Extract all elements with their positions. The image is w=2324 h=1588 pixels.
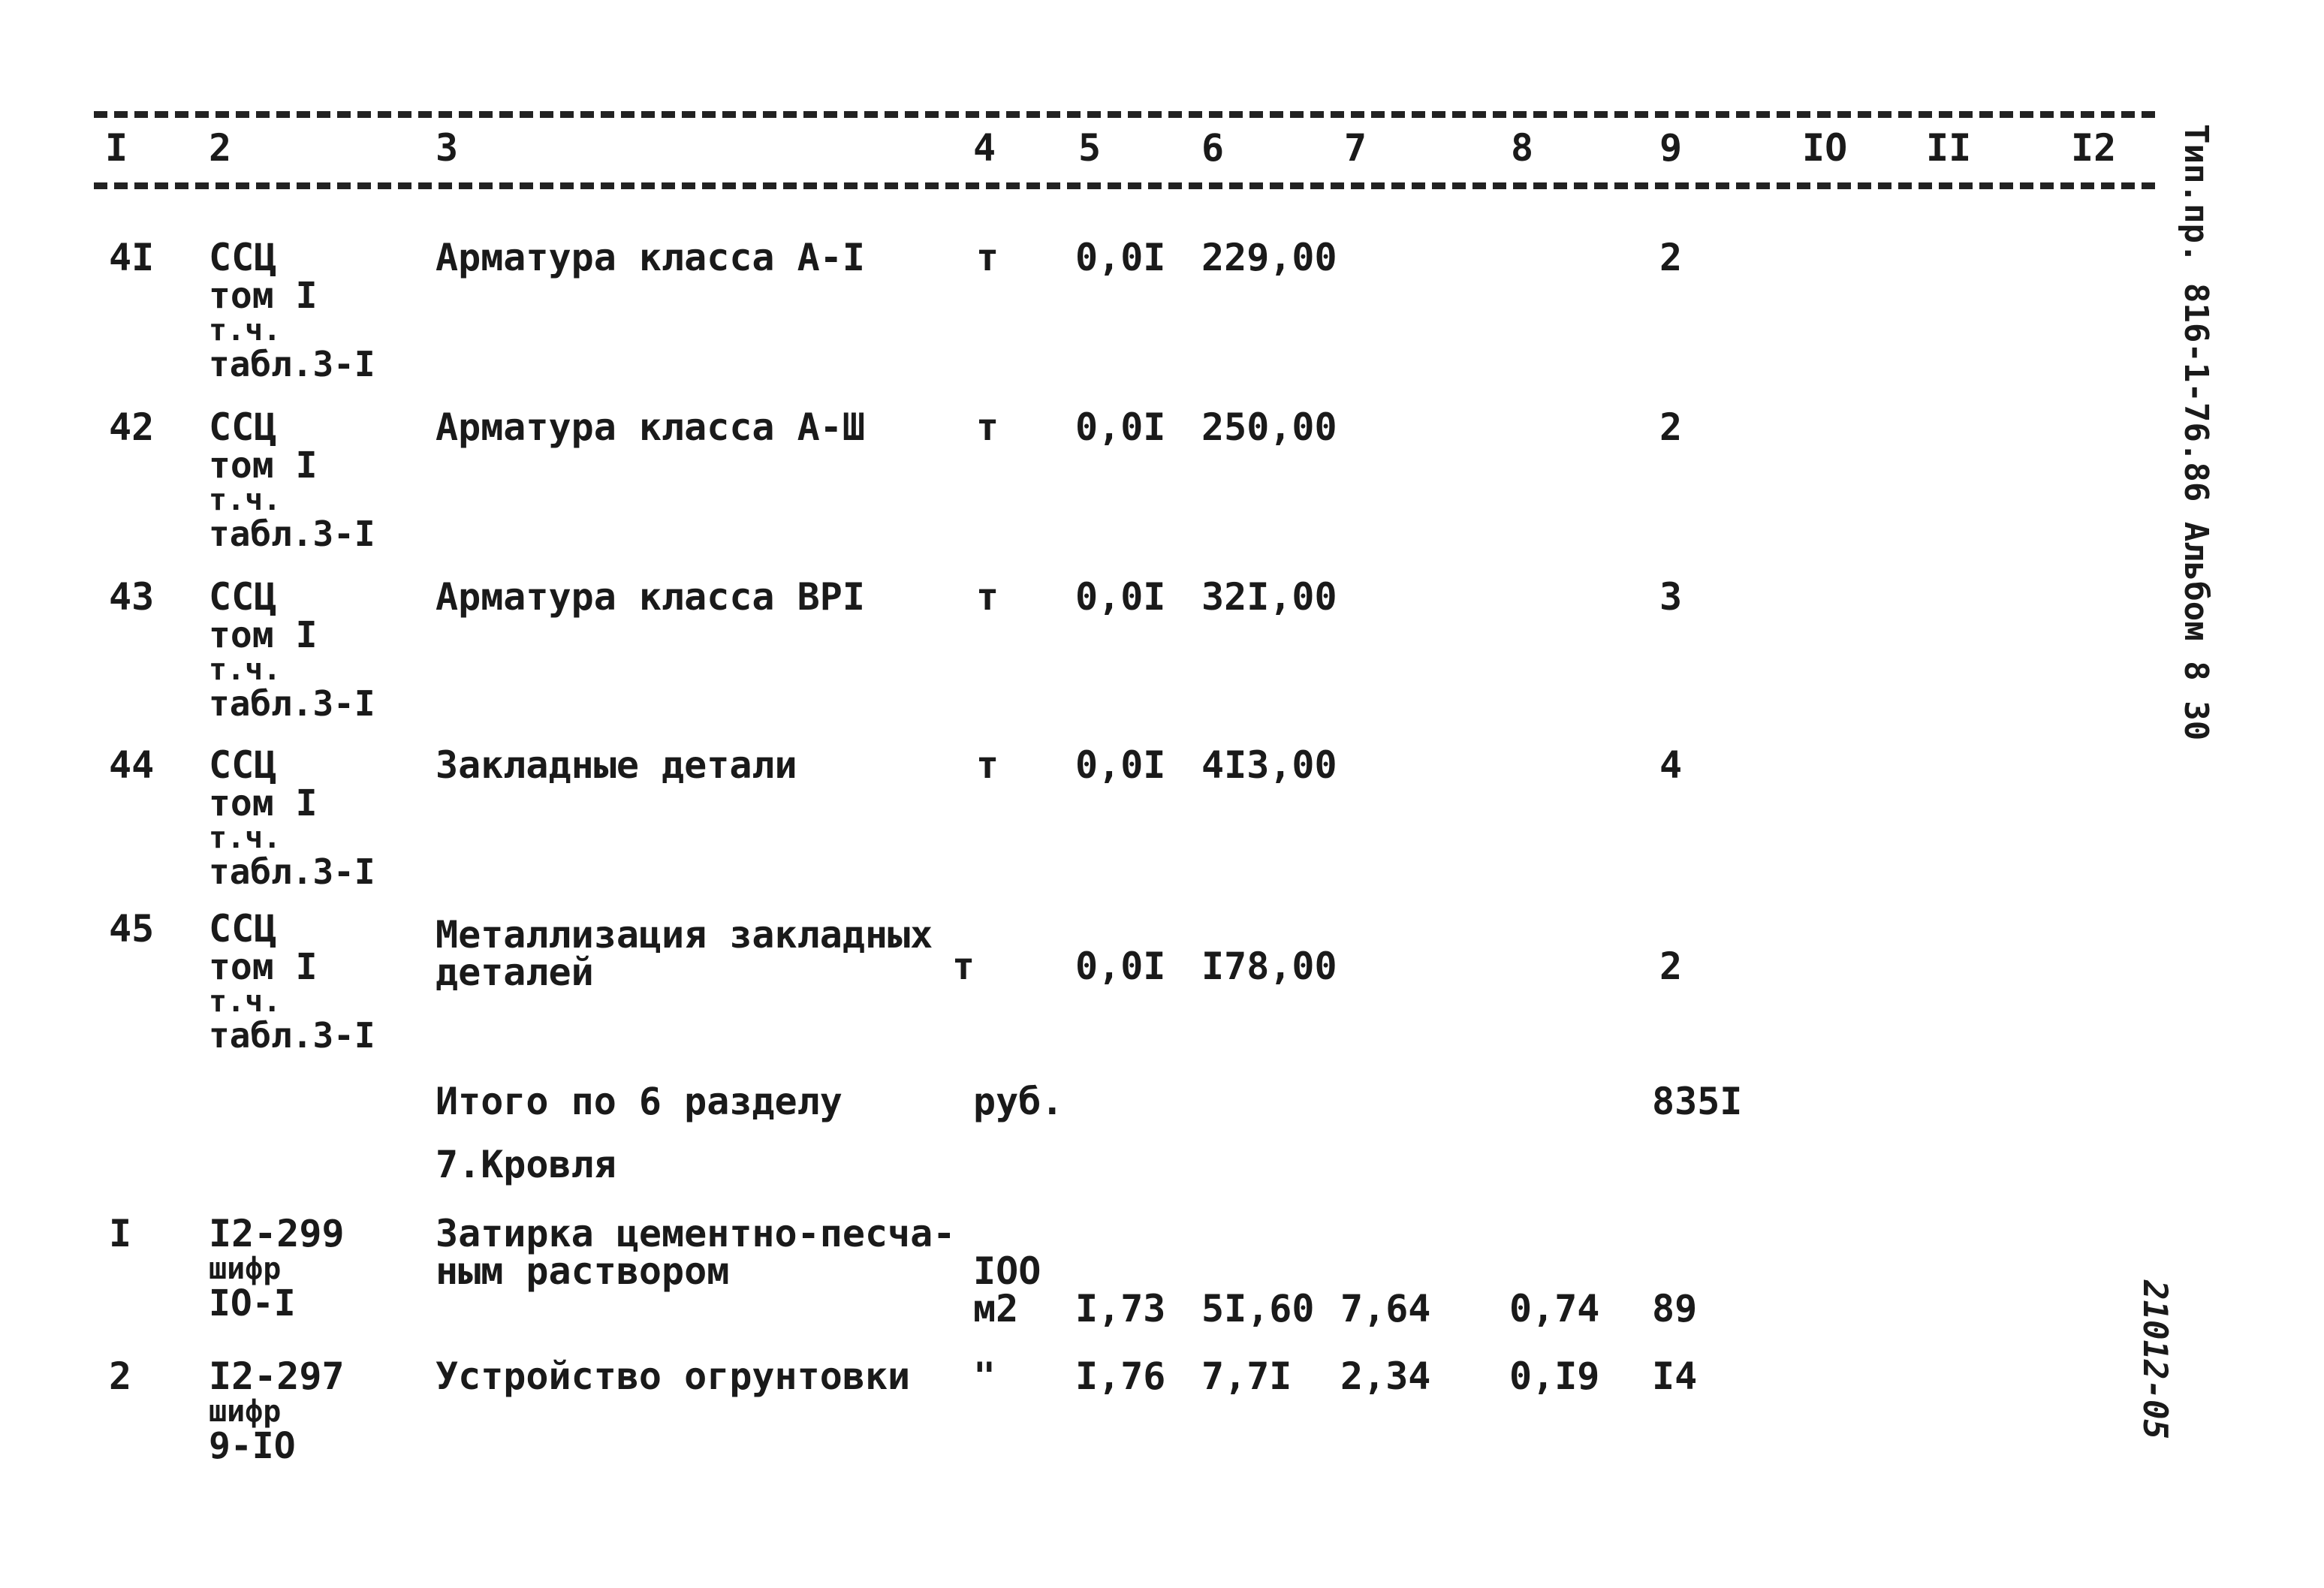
item-name: Закладные детали	[436, 743, 797, 787]
col-header-1: I	[105, 126, 128, 170]
project-stamp: Тип.пр. 816-1-76.86 Альбом 8 30	[2177, 124, 2215, 741]
labour-cost: 2,34	[1340, 1354, 1431, 1398]
unit-price: 5I,60	[1201, 1287, 1315, 1330]
header-top-rule	[94, 111, 2155, 118]
unit-price: I78,00	[1201, 945, 1337, 988]
subtotal-unit: руб.	[973, 1080, 1064, 1123]
unit-price: 229,00	[1201, 236, 1337, 279]
machine-cost: 0,74	[1509, 1287, 1600, 1330]
unit: IOO м2	[973, 1249, 1041, 1330]
unit-price: 32I,00	[1201, 575, 1337, 619]
quantity: I,73	[1075, 1287, 1166, 1330]
labour-cost: 7,64	[1340, 1287, 1431, 1330]
item-name: Металлизация закладных деталей	[436, 913, 933, 994]
col-header-10: IO	[1802, 126, 1848, 170]
row-number: 44	[109, 743, 155, 787]
unit-price: 250,00	[1201, 405, 1337, 449]
price-reference: ССЦ том I т.ч. табл.3-I	[209, 405, 375, 554]
item-name: Арматура класса ВРI	[436, 575, 865, 619]
col-header-7: 7	[1344, 126, 1367, 170]
unit: "	[973, 1354, 996, 1398]
col-header-9: 9	[1659, 126, 1683, 170]
total-cost: 2	[1659, 405, 1683, 449]
unit: т	[952, 945, 975, 988]
section-title: 7.Кровля	[436, 1143, 616, 1186]
machine-cost: 0,I9	[1509, 1354, 1600, 1398]
col-header-5: 5	[1078, 126, 1102, 170]
quantity: 0,0I	[1075, 405, 1166, 449]
unit: т	[976, 743, 999, 787]
col-header-8: 8	[1511, 126, 1534, 170]
col-header-12: I2	[2071, 126, 2117, 170]
total-cost: I4	[1652, 1354, 1698, 1398]
unit: т	[976, 405, 999, 449]
price-reference: I2-299 шифр IO-I	[209, 1212, 345, 1324]
total-cost: 2	[1659, 236, 1683, 279]
price-reference: ССЦ том I т.ч. табл.3-I	[209, 907, 375, 1056]
row-number: 45	[109, 907, 155, 951]
row-number: 42	[109, 405, 155, 449]
col-header-4: 4	[973, 126, 996, 170]
total-cost: 4	[1659, 743, 1683, 787]
col-header-2: 2	[209, 126, 232, 170]
unit: т	[976, 575, 999, 619]
row-number: 2	[109, 1354, 132, 1398]
unit-price: 7,7I	[1201, 1354, 1292, 1398]
subtotal-total: 835I	[1652, 1080, 1743, 1123]
item-name: Арматура класса А-Ш	[436, 405, 865, 449]
quantity: 0,0I	[1075, 575, 1166, 619]
header-bottom-rule	[94, 182, 2155, 189]
quantity: 0,0I	[1075, 743, 1166, 787]
price-reference: ССЦ том I т.ч. табл.3-I	[209, 236, 375, 384]
row-number: 4I	[109, 236, 155, 279]
item-name: Арматура класса А-I	[436, 236, 865, 279]
row-number: I	[109, 1212, 132, 1255]
unit: т	[976, 236, 999, 279]
quantity: I,76	[1075, 1354, 1166, 1398]
price-reference: ССЦ том I т.ч. табл.3-I	[209, 575, 375, 724]
total-cost: 3	[1659, 575, 1683, 619]
total-cost: 89	[1652, 1287, 1698, 1330]
quantity: 0,0I	[1075, 236, 1166, 279]
total-cost: 2	[1659, 945, 1683, 988]
price-reference: I2-297 шифр 9-IO	[209, 1354, 345, 1467]
document-number: 21012-05	[2136, 1280, 2174, 1439]
price-reference: ССЦ том I т.ч. табл.3-I	[209, 743, 375, 892]
row-number: 43	[109, 575, 155, 619]
col-header-11: II	[1926, 126, 1972, 170]
col-header-3: 3	[436, 126, 459, 170]
subtotal-label: Итого по 6 разделу	[436, 1080, 842, 1123]
item-name: Устройство огрунтовки	[436, 1354, 911, 1398]
unit-price: 4I3,00	[1201, 743, 1337, 787]
item-name: Затирка цементно-песча- ным раствором	[436, 1212, 956, 1293]
col-header-6: 6	[1201, 126, 1225, 170]
quantity: 0,0I	[1075, 945, 1166, 988]
